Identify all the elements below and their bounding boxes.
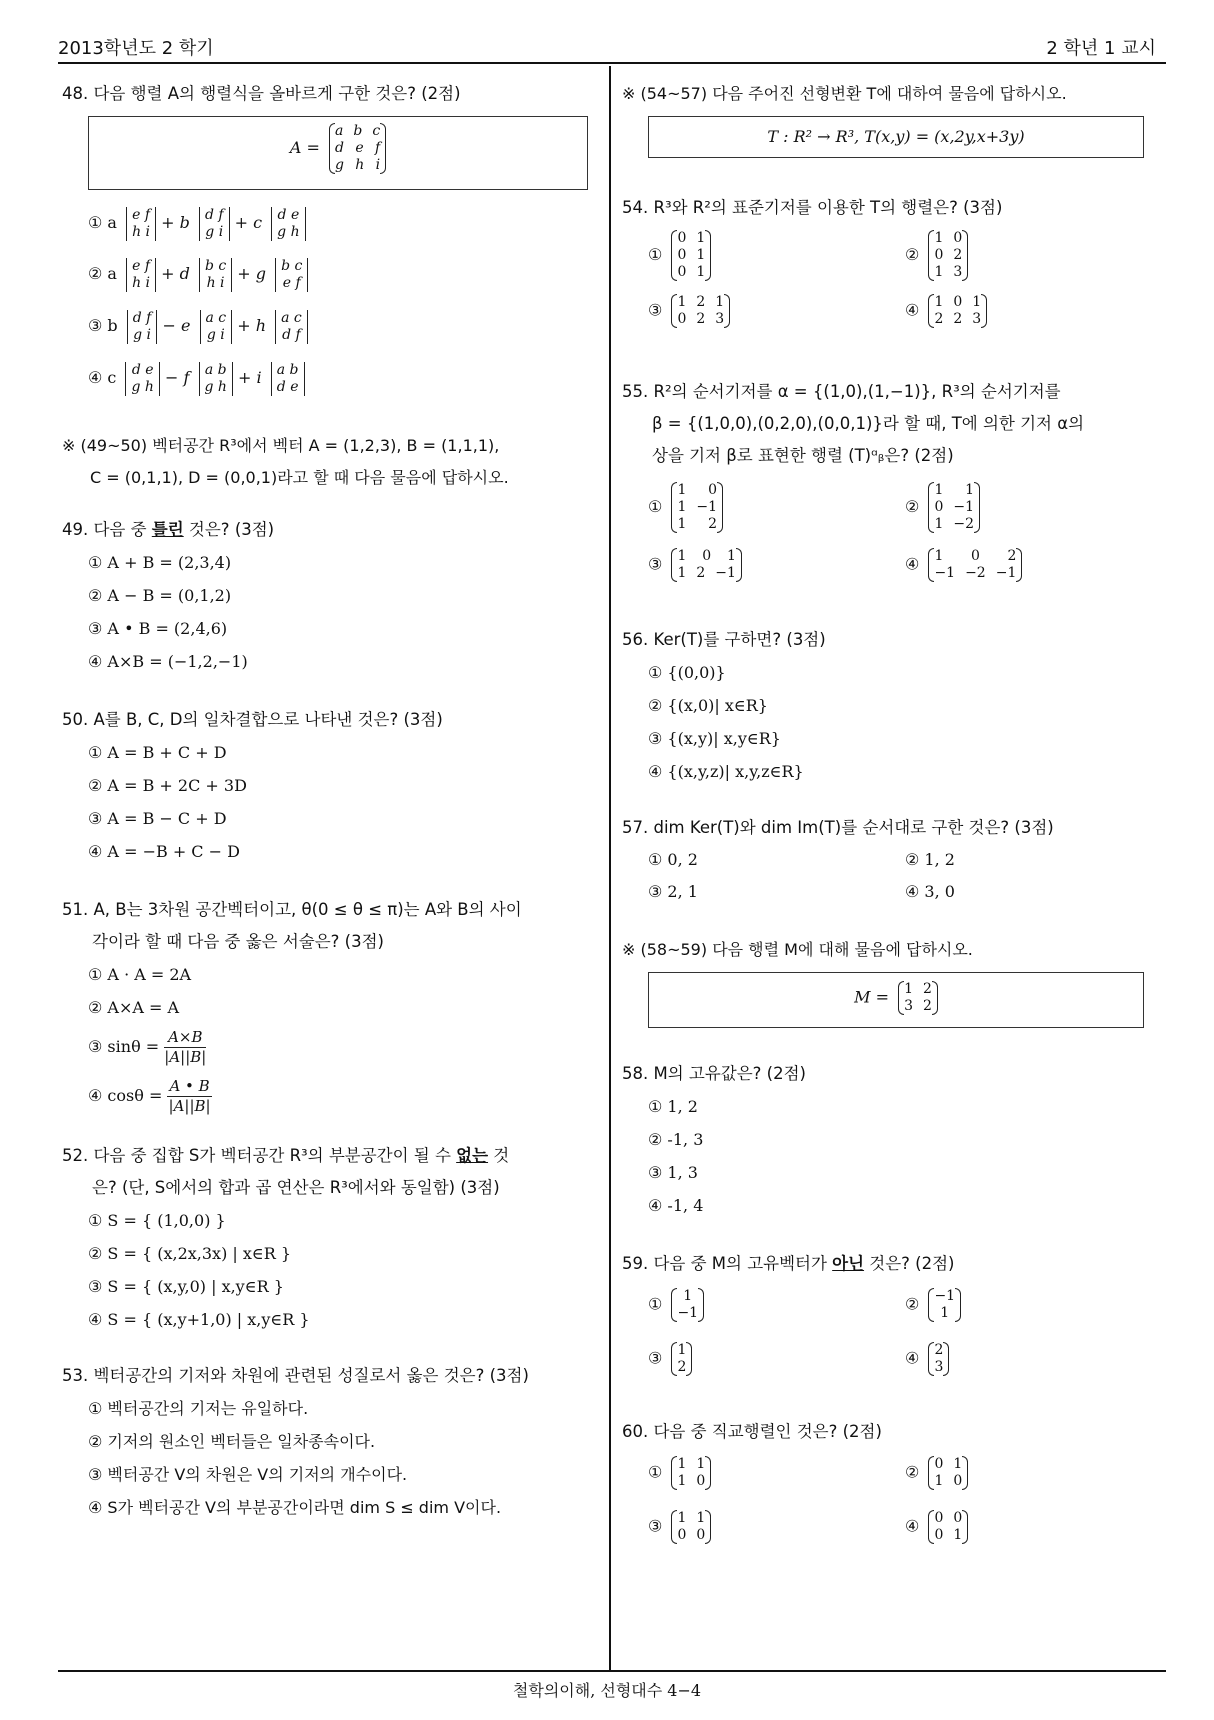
question-48 [62, 78, 596, 404]
option-3: ③ 1 0 1 1 2 −1 [648, 548, 905, 602]
question-53: 53. 벡터공간의 기저와 차원에 관련된 성질로서 옳은 것은? (3점) ① 벡터공간의 기저는 유일하다. ② 기저의 원소인 벡터들은 일차종속이다. ③ 벡터공간 V의 차원은 V의 기저의 개수이다. ④ S가 벡터공간 V의 부분공간이라면 dim S ≤ dim V이다. [62, 1360, 596, 1524]
question-58: 58. M의 고유값은? (2점) ① 1, 2 ② -1, 3 ③ 1, 3 ④ -1, 4 [622, 1058, 1162, 1222]
header-rule [58, 62, 1166, 64]
option-1: ① A · A = 2A [88, 965, 192, 984]
option-4: ④ A×B = (−1,2,−1) [88, 652, 248, 671]
question-52: 52. 다음 중 집합 S가 벡터공간 R³의 부분공간이 될 수 없는 것 은? (단, S에서의 합과 곱 연산은 R³에서와 동일함) (3점) ① S = { (1,0,0) } ② S = { (x,2x,3x) | x∈R } ③ S = { (x,y,0) | x,y∈R } ④ S = { (x,y+1,0) | x,y∈R } [62, 1140, 596, 1336]
option-1: ① 1 0 1 −1 1 2 [648, 482, 905, 548]
option-1: ① A + B = (2,3,4) [88, 553, 232, 572]
question-56: 56. Ker(T)를 구하면? (3점) ① {(0,0)} ② {(x,0)| x∈R} ③ {(x,y)| x,y∈R} ④ {(x,y,z)| x,y,z∈R} [622, 624, 1162, 788]
option-2: ② 1, 2 [905, 850, 955, 869]
option-4: ④ 1 0 1 2 2 3 [905, 294, 1162, 348]
option-3: ③ 벡터공간 V의 차원은 V의 기저의 개수이다. [88, 1465, 408, 1484]
option-4: ④ c d e g h − f a b g h + i a b d e [62, 352, 596, 404]
option-2: ② 1 0 0 2 1 3 [905, 230, 1162, 294]
exam-period: 2 학년 1 교시 [1046, 38, 1156, 59]
option-3: ③ A = B − C + D [88, 809, 227, 828]
note-49-50: ※ (49~50) 벡터공간 R³에서 벡터 A = (1,2,3), B = (1,1,1), C = (0,1,1), D = (0,0,1)라고 할 때 다음 물음에 답하시오. [62, 436, 509, 487]
question-57: 57. dim Ker(T)와 dim Im(T)를 순서대로 구한 것은? (3점) ① 0, 2 ② 1, 2 ③ 2, 1 ④ 3, 0 [622, 812, 1162, 908]
option-1: ① 0 1 0 1 0 1 [648, 230, 905, 294]
matrix-box [88, 116, 588, 190]
column-divider [609, 66, 611, 1672]
option-4: ④ cosθ = $\frac{A • B}{|A||B|}$ [88, 1077, 211, 1115]
option-4: ④ A = −B + C − D [88, 842, 240, 861]
question-54: 54. R³와 R²의 표준기저를 이용한 T의 행렬은? (3점) ① 0 1 0 1 0 1 ② 1 0 0 2 1 3 ③ 1 2 1 0 2 3 ④ 1 0 1 2 2 3 [622, 192, 1162, 348]
option-4: ④ 3, 0 [905, 882, 955, 901]
option-1: ① 1, 2 [648, 1097, 698, 1116]
option-3: ③ 1, 3 [648, 1163, 698, 1182]
option-2: ② 0 1 1 0 [905, 1456, 1162, 1510]
option-2: ② -1, 3 [648, 1130, 704, 1149]
option-3: ③ {(x,y)| x,y∈R} [648, 729, 781, 748]
option-4: ④ S = { (x,y+1,0) | x,y∈R } [88, 1310, 310, 1329]
option-1: ① 1 1 1 0 [648, 1456, 905, 1510]
option-1: ① a e f h i + b d f g i + c d e g h [62, 198, 596, 248]
option-3: ③ sinθ = $\frac{A\times B}{|A||B|}$ [88, 1028, 207, 1066]
question-51: 51. A, B는 3차원 공간벡터이고, θ(0 ≤ θ ≤ π)는 A와 B의 사이 각이라 할 때 다음 중 옳은 서술은? (3점) ① A · A = 2A ② A×A = A ③ sinθ = $\frac{A\times B}{|A||B|}$ ④ cosθ = $\frac{A • B}{|A||B|}$ [62, 894, 596, 1122]
option-3: ③ b d f g i − e a c g i + h a c d f [62, 300, 596, 352]
option-1: ① 0, 2 [648, 850, 698, 869]
footer-rule [58, 1670, 1166, 1672]
option-4: ④ -1, 4 [648, 1196, 704, 1215]
option-4: ④ {(x,y,z)| x,y,z∈R} [648, 762, 804, 781]
option-3: ③ 1 1 0 0 [648, 1510, 905, 1564]
option-3: ③ 1 2 1 0 2 3 [648, 294, 905, 348]
transform-box: T : R² → R³, T(x,y) = (x,2y,x+3y) [648, 116, 1144, 158]
option-1: ① 1 −1 [648, 1288, 905, 1342]
option-2: ② A = B + 2C + 3D [88, 776, 247, 795]
option-2: ② 1 1 0 −1 1 −2 [905, 482, 1162, 548]
matrix-m: 1 2 3 2 [898, 981, 938, 1015]
option-2: ② {(x,0)| x∈R} [648, 696, 768, 715]
matrix-label: A = [289, 138, 320, 157]
left-column [62, 78, 596, 1524]
question-50: 50. A를 B, C, D의 일차결합으로 나타낸 것은? (3점) ① A = B + C + D ② A = B + 2C + 3D ③ A = B − C + D ④ A = −B + C − D [62, 704, 596, 868]
matrix-a: a b c d e f g h i [329, 123, 386, 174]
option-1: ① S = { (1,0,0) } [88, 1211, 226, 1230]
matrix-m-box: M = 1 2 3 2 [648, 972, 1144, 1028]
option-2: ② A − B = (0,1,2) [88, 586, 232, 605]
page-header [58, 30, 1156, 62]
question-49: 49. 다음 중 틀린 것은? (3점) ① A + B = (2,3,4) ② A − B = (0,1,2) ③ A • B = (2,4,6) ④ A×B = (−1,2,−1) [62, 514, 596, 678]
option-3: ③ 2, 1 [648, 882, 698, 901]
option-1: ① {(0,0)} [648, 663, 726, 682]
option-4: ④ S가 벡터공간 V의 부분공간이라면 dim S ≤ dim V이다. [88, 1498, 502, 1517]
question-55: 55. R²의 순서기저를 α = {(1,0),(1,−1)}, R³의 순서기저를 β = {(1,0,0),(0,2,0),(0,0,1)}라 할 때, T에 의한 기저 α의 상을 기저 β로 표현한 행렬 (T)ᵅᵦ은? (2점) ① 1 0 1 −1 1 2 ② 1 1 0 −1 1 −2 ③ 1 0 1 1 2 −1 ④ 1 0 2 −1 −2 −1 [622, 376, 1162, 602]
note-58-59: ※ (58~59) 다음 행렬 M에 대해 물음에 답하시오. [622, 940, 973, 959]
option-2: ② −1 1 [905, 1288, 1162, 1342]
note-54-57: ※ (54~57) 다음 주어진 선형변환 T에 대하여 물음에 답하시오. [622, 84, 1067, 103]
option-1: ① A = B + C + D [88, 743, 227, 762]
option-2: ② a e f h i + d b c h i + g b c e f [62, 248, 596, 300]
option-2: ② S = { (x,2x,3x) | x∈R } [88, 1244, 292, 1263]
option-4: ④ 1 0 2 −1 −2 −1 [905, 548, 1162, 602]
question-60: 60. 다음 중 직교행렬인 것은? (2점) ① 1 1 1 0 ② 0 1 1 0 ③ 1 1 0 0 ④ 0 0 0 1 [622, 1416, 1162, 1564]
option-2: ② A×A = A [88, 998, 180, 1017]
question-title: 48. 다음 행렬 A의 행렬식을 올바르게 구한 것은? (2점) [62, 84, 461, 103]
option-3: ③ S = { (x,y,0) | x,y∈R } [88, 1277, 284, 1296]
page-footer: 철학의이해, 선형대수 4−4 [512, 1681, 702, 1700]
question-59: 59. 다음 중 M의 고유벡터가 아닌 것은? (2점) ① 1 −1 ② −1 1 ③ 1 2 ④ 2 3 [622, 1248, 1162, 1396]
option-3: ③ 1 2 [648, 1342, 905, 1396]
option-2: ② 기저의 원소인 벡터들은 일차종속이다. [88, 1432, 376, 1451]
option-3: ③ A • B = (2,4,6) [88, 619, 228, 638]
option-4: ④ 2 3 [905, 1342, 1162, 1396]
exam-term: 2013학년도 2 학기 [58, 38, 214, 59]
right-column [622, 78, 1162, 1564]
option-1: ① 벡터공간의 기저는 유일하다. [88, 1399, 309, 1418]
option-4: ④ 0 0 0 1 [905, 1510, 1162, 1564]
